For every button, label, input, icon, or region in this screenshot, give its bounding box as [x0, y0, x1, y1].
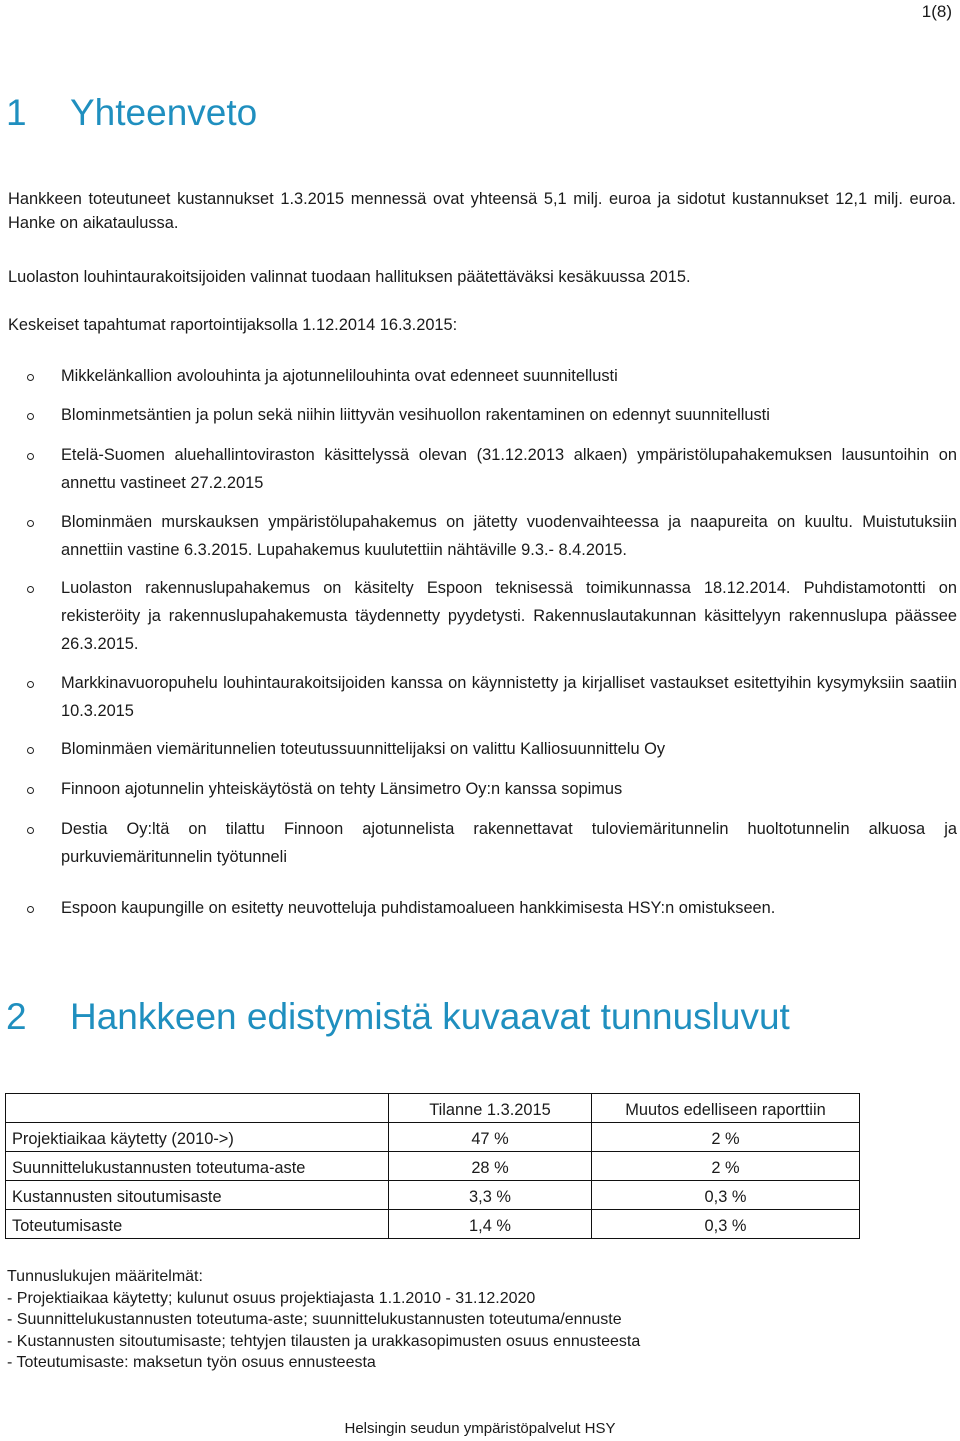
list-item-text: Markkinavuoropuhelu louhintaurakoitsijoiden kanssa on käynnistetty ja kirjalliset vastaukset esitettyihin kysymyksiin saatiin 10.3.2015	[61, 674, 957, 720]
bullet-icon	[27, 520, 34, 527]
summary-paragraph-contractors: Luolaston louhintaurakoitsijoiden valinnat tuodaan hallituksen päätettäväksi kesäkuussa 2015.	[8, 268, 691, 286]
list-item	[61, 669, 957, 725]
page-number: 1(8)	[921, 2, 952, 21]
page-footer: Helsingin seudun ympäristöpalvelut HSY	[344, 1420, 616, 1437]
table-cell: 2 %	[592, 1152, 860, 1181]
list-item-text: Destia Oy:ltä on tilattu Finnoon ajotunnelista rakennettavat tuloviemäritunnelin huoltotunnelin alkuosa ja purkuviemäritunnelin työtunneli	[61, 820, 957, 866]
bullet-icon	[27, 413, 34, 420]
table-cell: 47 %	[389, 1123, 592, 1152]
indicators-table	[5, 1093, 860, 1239]
table-cell: 1,4 %	[389, 1210, 592, 1239]
table-row	[6, 1210, 860, 1239]
list-item-text: Blominmäen viemäritunnelien toteutussuunnittelijaksi on valittu Kalliosuunnittelu Oy	[61, 740, 666, 758]
table-cell: 2 %	[592, 1123, 860, 1152]
definition-item: - Toteutumisaste: maksetun työn osuus ennusteesta	[7, 1354, 376, 1371]
bullet-icon	[27, 681, 34, 688]
summary-paragraph-costs: Hankkeen toteutuneet kustannukset 1.3.2015 mennessä ovat yhteensä 5,1 milj. euroa ja sidotut kustannukset 12,1 milj. euroa. Hanke on aikataulussa.	[8, 190, 956, 232]
bullet-icon	[27, 906, 34, 913]
table-row	[6, 1181, 860, 1210]
list-item	[61, 441, 957, 497]
bullet-icon	[27, 827, 34, 834]
bullet-icon	[27, 453, 34, 460]
list-item-text: Etelä-Suomen aluehallintoviraston käsittelyssä olevan (31.12.2013 alkaen) ympäristölupahakemuksen lausuntoihin on annettu vastineet 27.2.2015	[61, 446, 957, 492]
list-item	[61, 735, 957, 763]
table-cell: 28 %	[389, 1152, 592, 1181]
table-cell: Suunnittelukustannusten toteutuma-aste	[6, 1152, 389, 1181]
list-item	[61, 815, 957, 871]
table-header-cell: Tilanne 1.3.2015	[389, 1094, 592, 1123]
table-row	[6, 1123, 860, 1152]
definitions-title: Tunnuslukujen määritelmät:	[7, 1268, 203, 1285]
definition-item: - Projektiaikaa käytetty; kulunut osuus projektiajasta 1.1.2010 - 31.12.2020	[7, 1289, 536, 1307]
bullet-icon	[27, 747, 34, 754]
section-1-title: Yhteenveto	[70, 92, 258, 133]
list-item-text: Espoon kaupungille on esitetty neuvotteluja puhdistamoalueen hankkimisesta HSY:n omistukseen.	[61, 899, 776, 917]
section-2-heading	[6, 996, 790, 1038]
table-row	[6, 1152, 860, 1181]
bullet-icon	[27, 787, 34, 794]
table-header-cell	[6, 1094, 389, 1123]
list-item	[61, 574, 957, 658]
list-item	[61, 401, 957, 429]
list-item-text: Blominmetsäntien ja polun sekä niihin liittyvän vesihuollon rakentaminen on edennyt suunnitellusti	[61, 406, 770, 424]
section-2-number: 2	[6, 996, 27, 1037]
list-item-text: Mikkelänkallion avolouhinta ja ajotunnelilouhinta ovat edenneet suunnitellusti	[61, 367, 618, 385]
table-cell: 3,3 %	[389, 1181, 592, 1210]
table-cell: 0,3 %	[592, 1181, 860, 1210]
bullet-icon	[27, 586, 34, 593]
list-item	[61, 362, 957, 390]
list-item	[61, 508, 957, 564]
list-item	[61, 894, 957, 922]
list-item-text: Finnoon ajotunnelin yhteiskäytöstä on tehty Länsimetro Oy:n kanssa sopimus	[61, 780, 623, 798]
definitions-block	[7, 1266, 640, 1374]
table-cell: 0,3 %	[592, 1210, 860, 1239]
definition-item: - Kustannusten sitoutumisaste; tehtyjen tilausten ja urakkasopimusten osuus ennusteesta	[7, 1332, 641, 1350]
list-item-text: Blominmäen murskauksen ympäristölupahakemus on jätetty vuodenvaihteessa ja naapureita on kuultu. Muistutuksiin annettiin vastine 6.3.2015. Lupahakemus kuulutettiin nähtäville 9.3.- 8.4.2015.	[61, 513, 957, 559]
table-header-row	[6, 1094, 860, 1123]
table-cell: Toteutumisaste	[6, 1210, 389, 1239]
section-1-number: 1	[6, 92, 27, 133]
list-item	[61, 775, 957, 803]
table-cell: Kustannusten sitoutumisaste	[6, 1181, 389, 1210]
summary-paragraph-key-events: Keskeiset tapahtumat raportointijaksolla 1.12.2014 16.3.2015:	[8, 316, 458, 334]
table-header-cell: Muutos edelliseen raporttiin	[592, 1094, 860, 1123]
section-1-heading	[6, 92, 257, 134]
section-2-title: Hankkeen edistymistä kuvaavat tunnusluvut	[70, 996, 790, 1037]
list-item-text: Luolaston rakennuslupahakemus on käsitelty Espoon teknisessä toimikunnassa 18.12.2014. Puhdistamotontti on rekisteröity ja rakennuslupahakemusta täydennetty pyydetysti. Rakennuslautakunnan käsittelyyn rakennuslupa päässee 26.3.2015.	[61, 579, 957, 653]
bullet-icon	[27, 374, 34, 381]
definition-item: - Suunnittelukustannusten toteutuma-aste; suunnittelukustannusten toteutuma/ennuste	[7, 1311, 622, 1328]
table-cell: Projektiaikaa käytetty (2010->)	[6, 1123, 389, 1152]
